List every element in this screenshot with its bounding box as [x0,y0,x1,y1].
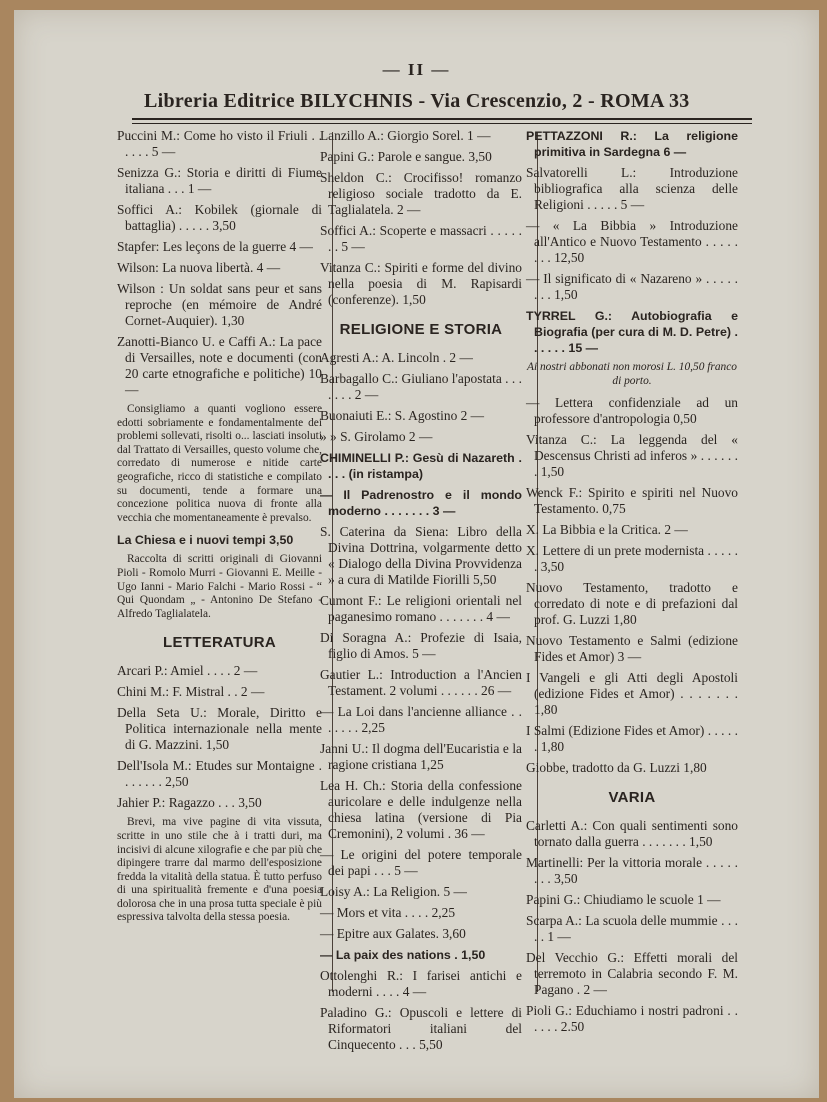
book-entry: Vitanza C.: Spiriti e forme del divino nella poesia di M. Rapisardi (conferenze). 1,50 [320,260,522,307]
book-entry: Della Seta U.: Morale, Diritto e Politica internazionale nella mente di G. Mazzini. 1,50 [117,705,322,753]
book-entry-featured: La Chiesa e i nuovi tempi 3,50 [117,533,294,548]
book-entry: Ottolenghi R.: I farisei antichi e moderni . . . . 4 — [320,968,522,999]
book-entry: Senizza G.: Storia e diritti di Fiume italiana . . . 1 — [117,165,322,196]
book-entry: Martinelli: Per la vittoria morale . . . . . . . . 3,50 [526,855,738,887]
book-entry: Wilson: La nuova libertà. 4 — [117,260,281,275]
section-heading-religione: RELIGIONE E STORIA [339,321,503,338]
book-entry: Soffici A.: Scoperte e massacri . . . . . . . 5 — [320,223,522,254]
book-entry: Del Vecchio G.: Effetti morali del terremoto in Calabria secondo F. M. Pagano . 2 — [526,950,738,998]
book-entry-featured: PETTAZZONI R.: La religione primitiva in Sardegna 6 — [526,129,738,159]
header-rule-thin [132,123,752,124]
book-entry-featured: TYRREL G.: Autobiografia e Biografia (per cura di M. D. Petre) . . . . . . 15 — [526,309,738,355]
publisher-header: Libreria Editrice BILYCHNIS - Via Crescenzio, 2 - ROMA 33 [144,90,690,112]
book-entry: Nuovo Testamento e Salmi (edizione Fides et Amor) 3 — [526,633,738,665]
book-entry: Sheldon C.: Crocifisso! romanzo religioso sociale tradotto da E. Taglialatela. 2 — [320,170,522,217]
book-entry: Jahier P.: Ragazzo . . . 3,50 [117,795,262,811]
book-entry: Papini G.: Parole e sangue. 3,50 [320,149,492,164]
book-entry: Lea H. Ch.: Storia della confessione auricolare e delle indulgenze nella chiesa latina (versione di Pia Cremonini), 2 volumi . 36 — [320,778,522,841]
book-entry: Salvatorelli L.: Introduzione bibliografica alla scienza delle Religioni . . . . . 5 — [526,165,738,212]
book-entry: S. Caterina da Siena: Libro della Divina Dottrina, volgarmente detto « Dialogo della Divina Provvidenza » a cura di Matilde Fiorilli 5,50 [320,524,522,587]
book-entry: X. Lettere di un prete modernista . . . . . . 3,50 [526,543,738,575]
book-entry: — La Loi dans l'ancienne alliance . . . . . . . 2,25 [320,704,522,735]
book-entry: Dell'Isola M.: Etudes sur Montaigne . . . . . . . 2,50 [117,758,322,790]
book-entry: Loisy A.: La Religion. 5 — [320,884,467,899]
section-heading-letteratura: LETTERATURA [162,634,276,652]
book-entry: » » S. Girolamo 2 — [320,429,433,444]
book-entry: Buonaiuti E.: S. Agostino 2 — [320,408,485,423]
book-entry: — Epitre aux Galates. 3,60 [320,926,466,941]
book-entry-featured: — Il Padrenostro e il mondo moderno . . . . . . . 3 — [320,488,522,518]
book-entry: Nuovo Testamento, tradotto e corredato di note e di prefazioni dal prof. G. Luzzi 1,80 [526,580,738,628]
book-entry: Agresti A.: A. Lincoln . 2 — [320,350,473,365]
book-entry: Paladino G.: Opuscoli e lettere di Riformatori italiani del Cinquecento . . . 5,50 [320,1005,522,1052]
book-entry: Scarpa A.: La scuola delle mummie . . . . . 1 — [526,913,738,945]
book-entry: X. La Bibbia e la Critica. 2 — [526,522,688,538]
book-description: Consigliamo a quanti vogliono essere edotti sobriamente e fondamentalmente dei problemi sollevati, risolti o... lasciati insoluti dal Trattato di Versailles, questo volume che, corredato di numerose e nitide carte geografiche, ricco di statistiche e compilato su documenti, tende a formare una concezione politica nuova di fronte alla vecchia che momentaneamente è prevalso. [117,403,322,524]
subscriber-note: Ai nostri abbonati non morosi L. 10,50 franco di porto. [526,361,737,387]
book-entry: — Il significato di « Nazareno » . . . . . . . . 1,50 [526,271,738,302]
book-entry: Chini M.: F. Mistral . . 2 — [117,684,265,700]
book-entry: Gautier L.: Introduction a l'Ancien Testament. 2 volumi . . . . . . 26 — [320,667,522,698]
column-right [526,128,738,1040]
book-entry-featured: CHIMINELLI P.: Gesù di Nazareth . . . . (in ristampa) [320,451,522,481]
book-entry: Puccini M.: Come ho visto il Friuli . . . . . . 5 — [117,128,322,159]
book-entry: Zanotti-Bianco U. e Caffi A.: La pace di Versailles, note e documenti (con 20 carte etnografiche e politiche) 10 — [117,334,322,397]
book-entry: Stapfer: Les leçons de la guerre 4 — [117,239,313,254]
book-entry: Cumont F.: Le religioni orientali nel paganesimo romano . . . . . . . 4 — [320,593,522,624]
book-entry: Barbagallo C.: Giuliano l'apostata . . . . . . . 2 — [320,371,522,402]
book-entry: Soffici A.: Kobilek (giornale di battaglia) . . . . . 3,50 [117,202,322,233]
column-middle [320,128,522,1058]
book-entry: I Vangeli e gli Atti degli Apostoli (edizione Fides et Amor) . . . . . . . 1,80 [526,670,738,718]
column-left [117,128,322,932]
book-entry: — Lettera confidenziale ad un professore d'antropologia 0,50 [526,395,738,427]
book-entry: Carletti A.: Con quali sentimenti sono tornato dalla guerra . . . . . . . 1,50 [526,818,738,850]
book-entry: Papini G.: Chiudiamo le scuole 1 — [526,892,721,908]
book-entry: Janni U.: Il dogma dell'Eucaristia e la ragione cristiana 1,25 [320,741,522,772]
book-entry: — Le origini del potere temporale dei papi . . . 5 — [320,847,522,878]
book-entry: Wilson : Un soldat sans peur et sans reproche (en mémoire de André Cornet-Auquier). 1,30 [117,281,322,328]
book-entry: I Salmi (Edizione Fides et Amor) . . . . . . 1,80 [526,723,738,755]
page-number: — II — [382,60,451,79]
book-entry: — Mors et vita . . . . 2,25 [320,905,456,920]
book-entry: — « La Bibbia » Introduzione all'Antico e Nuovo Testamento . . . . . . . . 12,50 [526,218,738,265]
section-heading-varia: VARIA [608,789,656,807]
book-entry: Pioli G.: Educhiamo i nostri padroni . . . . . . 2.50 [526,1003,738,1035]
book-entry: Lanzillo A.: Giorgio Sorel. 1 — [320,128,491,143]
entry-list [117,128,322,398]
book-entry: Wenck F.: Spirito e spiriti nel Nuovo Testamento. 0,75 [526,485,738,517]
book-entry-featured: — La paix des nations . 1,50 [320,948,486,962]
book-entry: Arcari P.: Amiel . . . . 2 — [117,663,258,679]
header-rule [132,118,752,120]
book-entry: Vitanza C.: La leggenda del « Descensus Christi ad inferos » . . . . . . . 1,50 [526,432,738,480]
book-entry: Giobbe, tradotto da G. Luzzi 1,80 [526,760,707,776]
book-entry: Di Soragna A.: Profezie di Isaia, figlio di Amos. 5 — [320,630,522,661]
book-description: Raccolta di scritti originali di Giovanni Pioli - Romolo Murri - Giovanni E. Meille - Ugo Ianni - Mario Falchi - Mario Rossi - “ Qui Quondam „ - Antonino De Stefano - Alfredo Taglialatela. [117,553,322,620]
book-description: Brevi, ma vive pagine di vita vissuta, scritte in uno stile che à i tratti duri, ma incisivi di alcune xilografie e che par più che dipingere trarre dal marmo dell'esposizione fredda la vitalità della statua. È tutto perfuso di una spiritualità fremente e d'una poesia dolorosa che in una prosa tutta speciale è più espressiva talvolta della stessa poesia. [117,816,322,924]
